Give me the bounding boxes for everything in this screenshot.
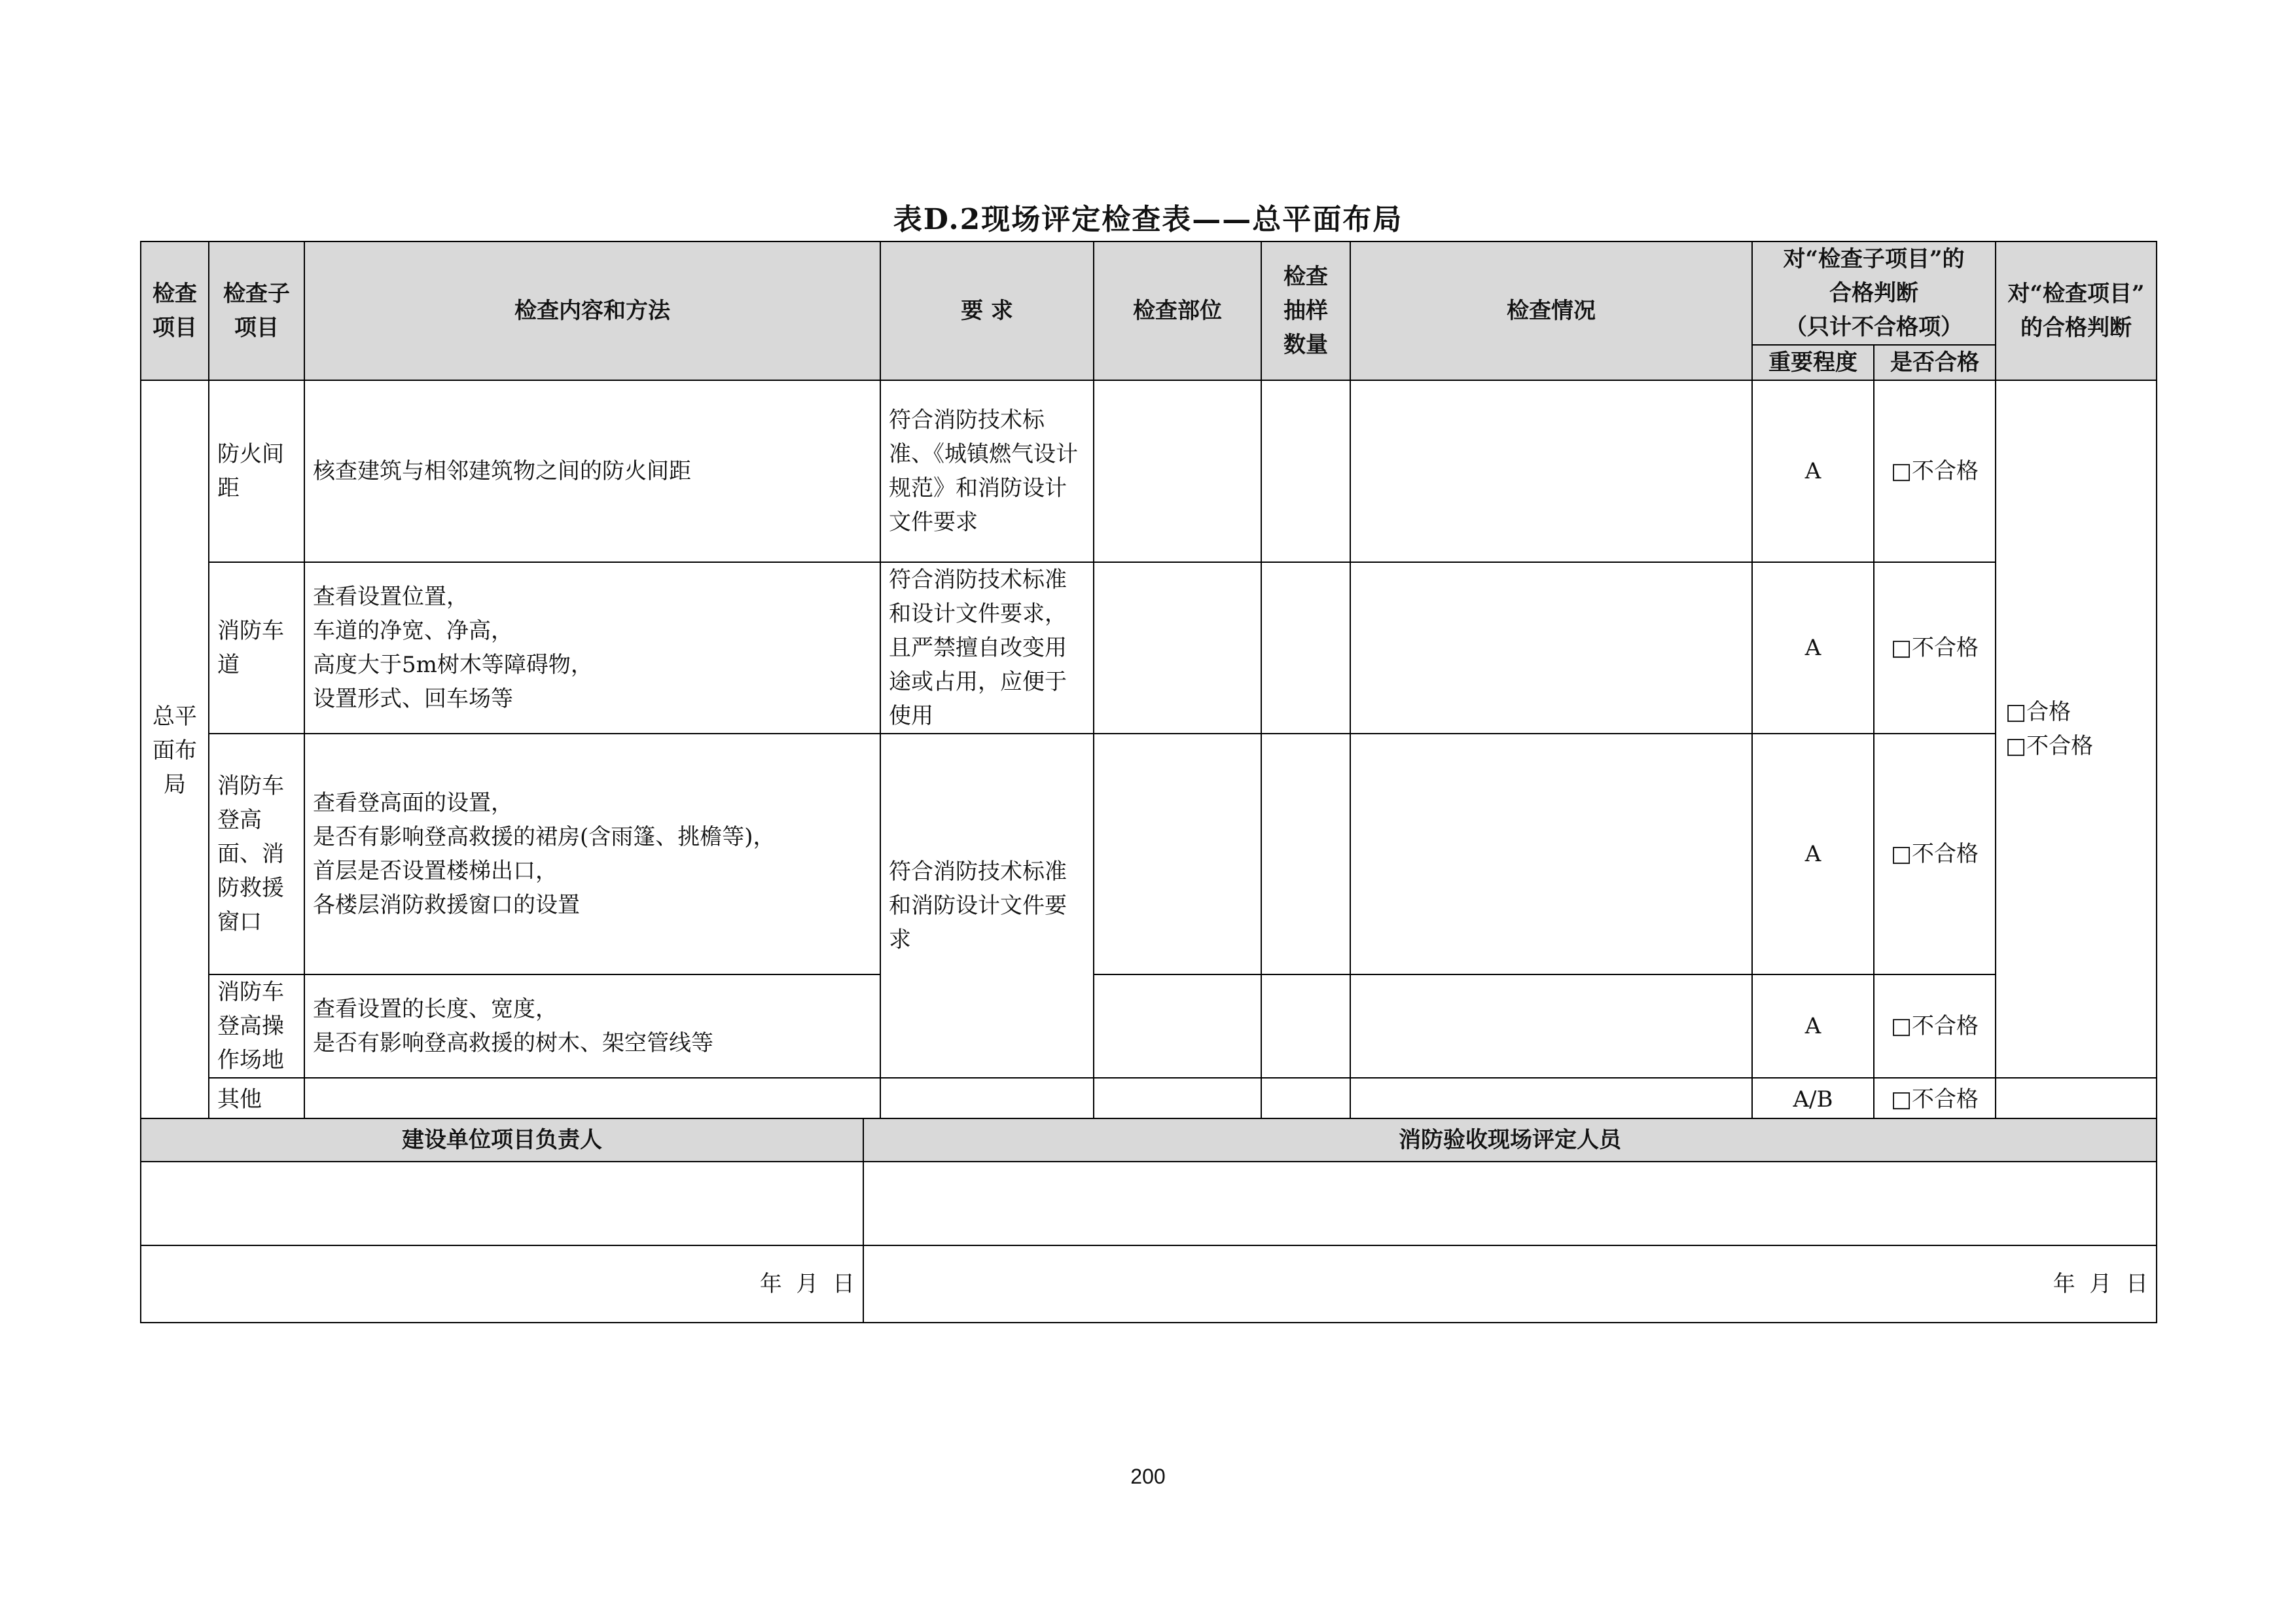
sample-count-cell[interactable]	[1261, 734, 1350, 974]
location-cell[interactable]	[1094, 1078, 1261, 1121]
inspector-signature-field[interactable]	[863, 1162, 2157, 1245]
sample-count-cell[interactable]	[1261, 974, 1350, 1078]
header-sample-count: 检查 抽样 数量	[1261, 241, 1350, 380]
situation-cell[interactable]	[1350, 562, 1752, 734]
table-row	[141, 562, 2157, 734]
situation-cell[interactable]	[1350, 380, 1752, 562]
location-cell[interactable]	[1094, 974, 1261, 1078]
pass-checkbox[interactable]: □不合格	[1874, 974, 1996, 1078]
builder-date-field[interactable]	[141, 1245, 863, 1323]
sub-item-cell: 其他	[209, 1078, 304, 1121]
content-cell: 查看设置位置， 车道的净宽、净高， 高度大于5m树木等障碍物， 设置形式、回车场等	[304, 562, 880, 734]
page-title: 表D.2现场评定检查表——总平面布局	[893, 203, 1403, 236]
header-item: 检查 项目	[141, 241, 209, 380]
requirement-cell: 符合消防技术标准和设计文件要求，且严禁擅自改变用途或占用，应便于使用	[880, 562, 1094, 734]
sample-count-cell[interactable]	[1261, 380, 1350, 562]
situation-cell[interactable]	[1350, 734, 1752, 974]
requirement-cell[interactable]	[880, 1078, 1094, 1121]
header-situation: 检查情况	[1350, 241, 1752, 380]
pass-checkbox[interactable]: □不合格	[1874, 734, 1996, 974]
content-cell[interactable]	[304, 1078, 880, 1121]
date-label: 年 月 日	[2053, 1271, 2148, 1297]
table-row	[141, 734, 2157, 974]
header-importance: 重要程度	[1752, 345, 1874, 380]
builder-signature-field[interactable]	[141, 1162, 863, 1245]
pass-checkbox[interactable]: □不合格	[1874, 1078, 1996, 1121]
table-row	[141, 974, 2157, 1078]
importance-cell: A	[1752, 974, 1874, 1078]
table-row	[141, 1078, 2157, 1121]
sample-count-cell[interactable]	[1261, 562, 1350, 734]
importance-cell: A	[1752, 380, 1874, 562]
importance-cell: A	[1752, 562, 1874, 734]
header-sub-item: 检查子 项目	[209, 241, 304, 380]
header-sub-item-judgement: 对“检查子项目”的 合格判断 （只计不合格项）	[1752, 241, 1996, 345]
date-label: 年 月 日	[759, 1271, 855, 1297]
location-cell[interactable]	[1094, 562, 1261, 734]
builder-signature-title: 建设单位项目负责人	[141, 1118, 863, 1162]
location-cell[interactable]	[1094, 380, 1261, 562]
item-judgement-checkboxes[interactable]: □合格 □不合格	[1996, 380, 2157, 1078]
pass-checkbox[interactable]: □不合格	[1874, 562, 1996, 734]
inspector-date-field[interactable]	[863, 1245, 2157, 1323]
situation-cell[interactable]	[1350, 1078, 1752, 1121]
location-cell[interactable]	[1094, 734, 1261, 974]
signature-table	[140, 1118, 2157, 1323]
table-row	[141, 380, 2157, 562]
importance-cell: A	[1752, 734, 1874, 974]
sub-item-cell: 消防车登高面、消防救援窗口	[209, 734, 304, 974]
page-number: 200	[1130, 1465, 1166, 1488]
sample-count-cell[interactable]	[1261, 1078, 1350, 1121]
item-judgement-blank[interactable]	[1996, 1078, 2157, 1121]
header-location: 检查部位	[1094, 241, 1261, 380]
header-content-method: 检查内容和方法	[304, 241, 880, 380]
requirement-cell: 符合消防技术标准、《城镇燃气设计规范》和消防设计文件要求	[880, 380, 1094, 562]
sub-item-cell: 消防车 道	[209, 562, 304, 734]
header-requirement: 要 求	[880, 241, 1094, 380]
content-cell: 查看登高面的设置， 是否有影响登高救援的裙房(含雨篷、挑檐等)， 首层是否设置楼梯出口， 各楼层消防救援窗口的设置	[304, 734, 880, 974]
sub-item-cell: 消防车 登高操 作场地	[209, 974, 304, 1078]
requirement-cell: 符合消防技术标准和消防设计文件要求	[880, 734, 1094, 1078]
content-cell: 核查建筑与相邻建筑物之间的防火间距	[304, 380, 880, 562]
header-item-judgement: 对“检查项目” 的合格判断	[1996, 241, 2157, 380]
header-pass: 是否合格	[1874, 345, 1996, 380]
importance-cell: A/B	[1752, 1078, 1874, 1121]
situation-cell[interactable]	[1350, 974, 1752, 1078]
pass-checkbox[interactable]: □不合格	[1874, 380, 1996, 562]
sub-item-cell: 防火间 距	[209, 380, 304, 562]
item-name-cell: 总平 面布 局	[141, 380, 209, 1121]
inspection-table	[140, 241, 2157, 1122]
inspector-signature-title: 消防验收现场评定人员	[863, 1118, 2157, 1162]
content-cell: 查看设置的长度、宽度， 是否有影响登高救援的树木、架空管线等	[304, 974, 880, 1078]
